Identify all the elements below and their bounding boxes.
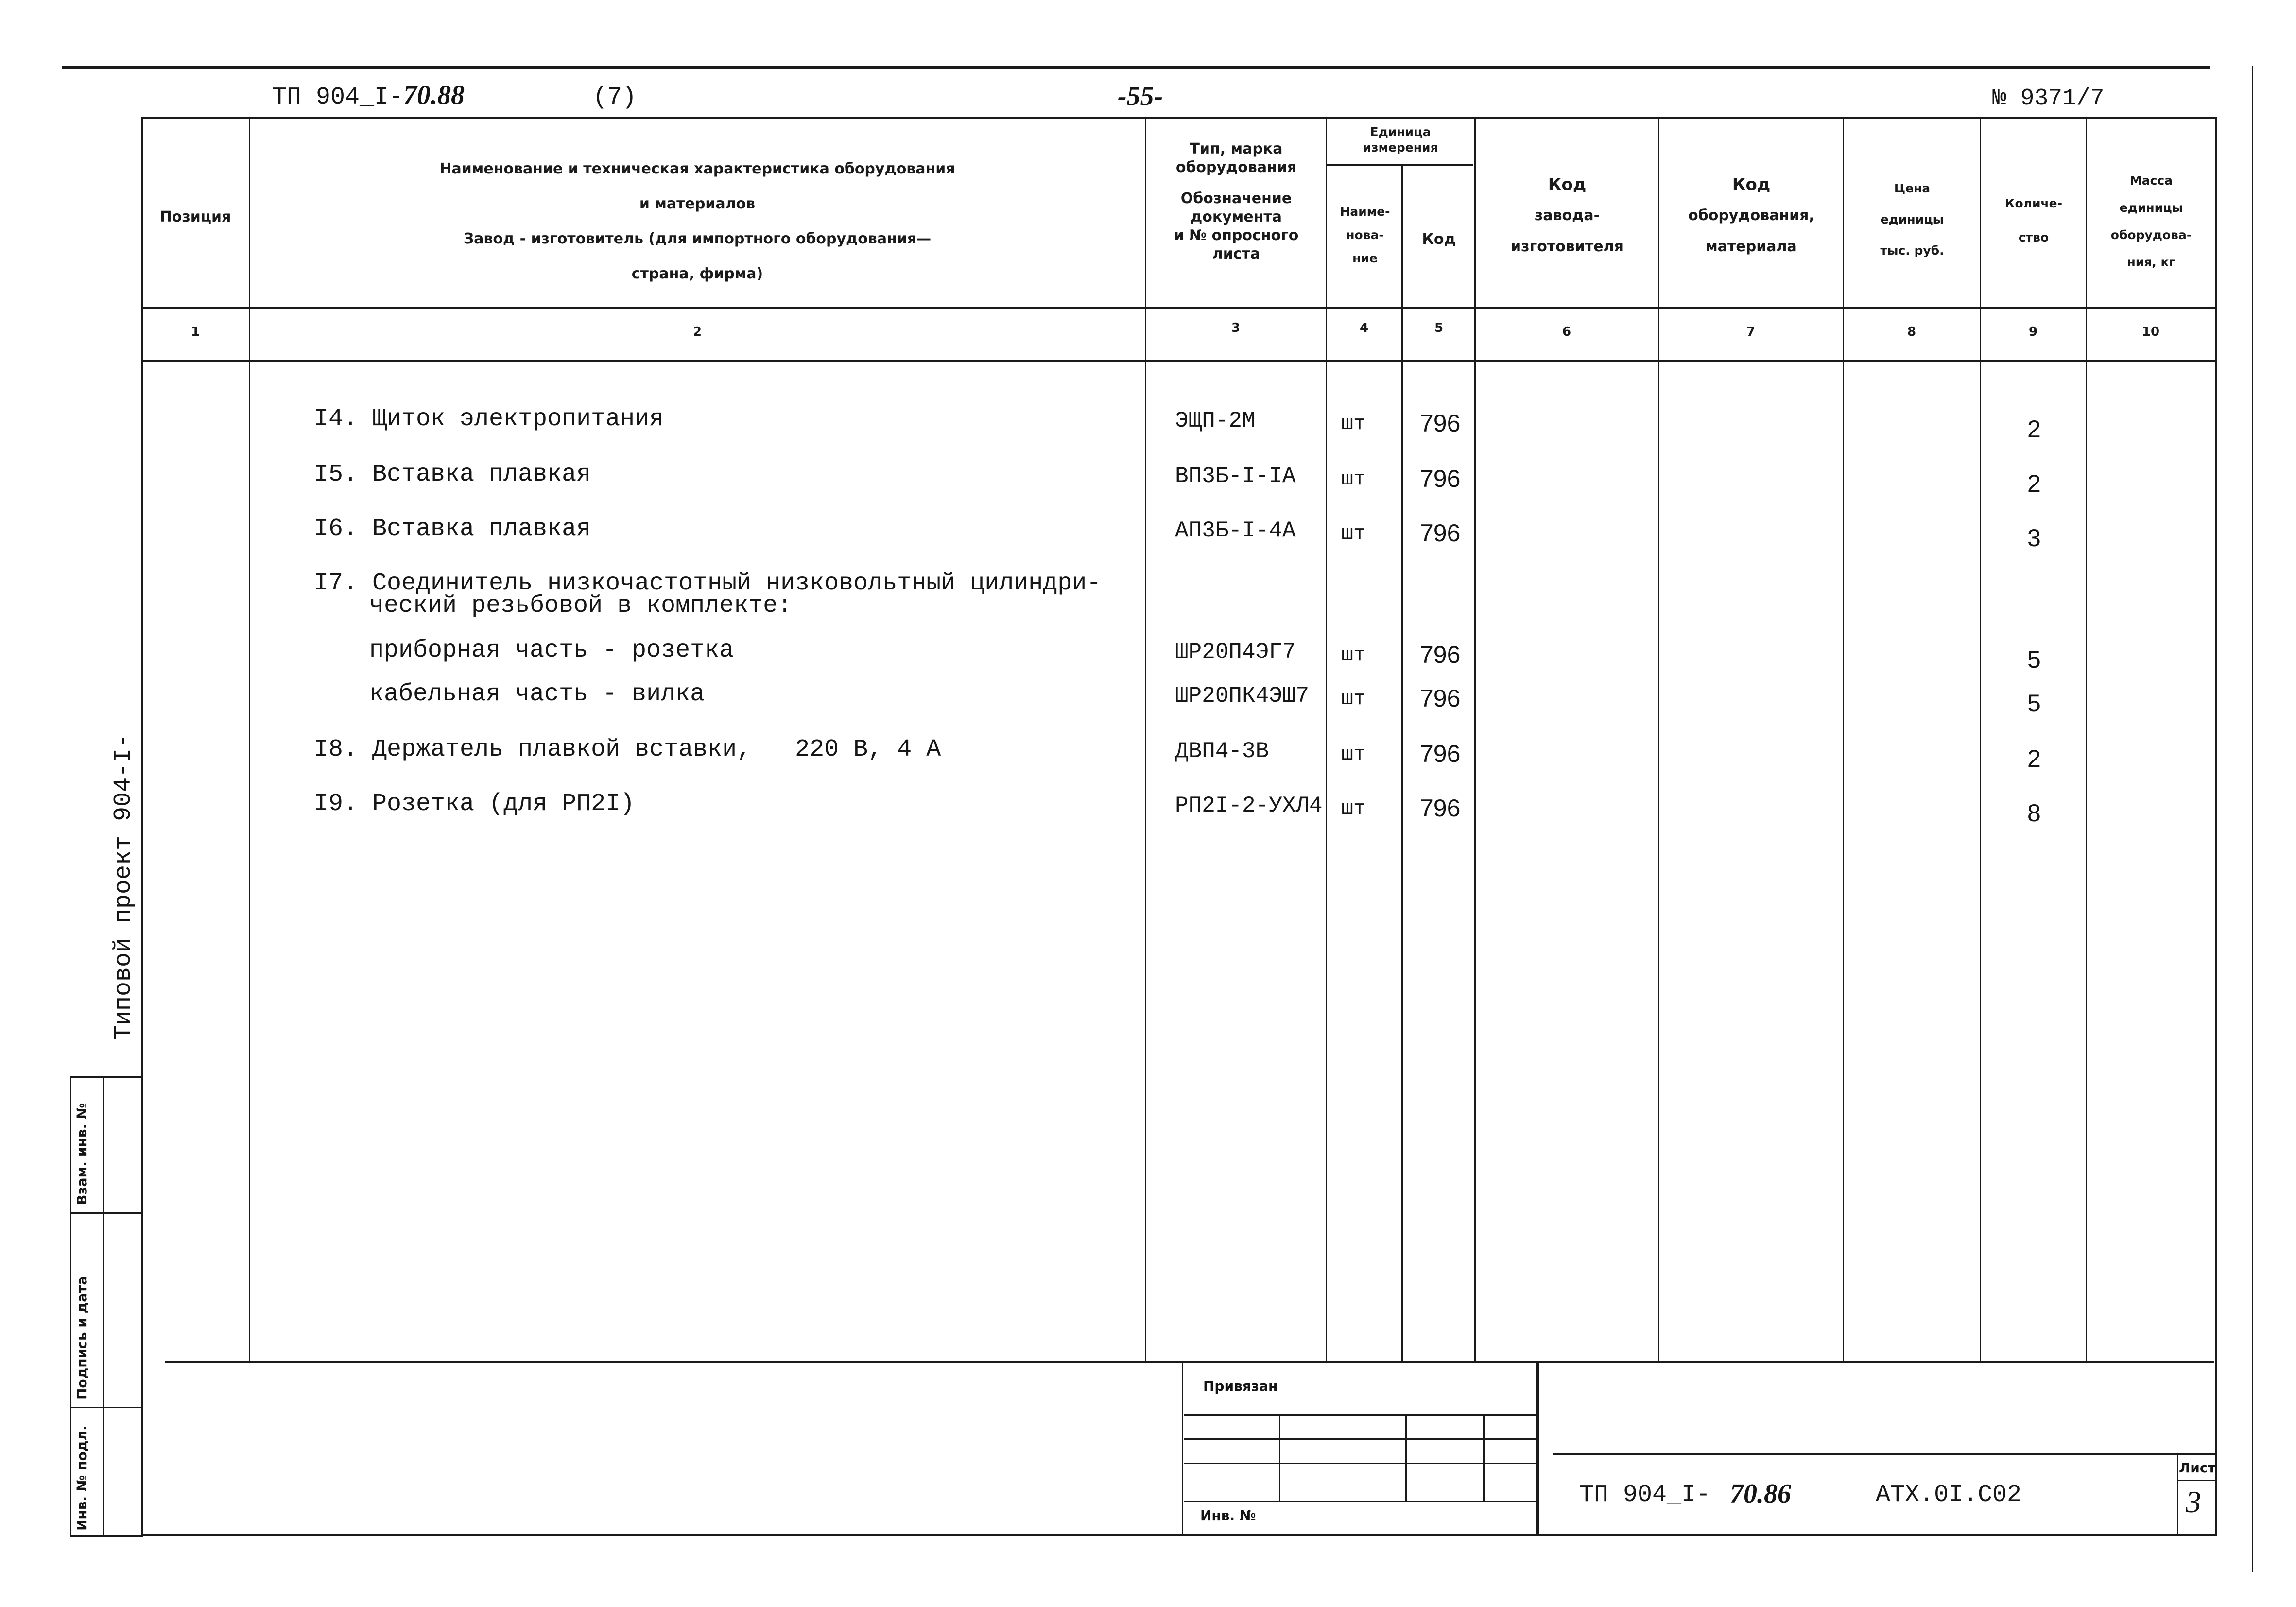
row-unit-code: 796 xyxy=(1420,740,1461,767)
header-mass-line3: оборудова- xyxy=(2110,228,2192,242)
row-unit-code: 796 xyxy=(1420,685,1461,712)
column-number-4: 4 xyxy=(1359,321,1369,335)
header-quantity-line1: Количе- xyxy=(2005,196,2062,210)
column-number-1: 1 xyxy=(190,325,200,339)
header-name-line1: Наименование и техническая характеристика оборудования xyxy=(439,160,955,177)
sheet-label: Лист xyxy=(2179,1460,2216,1476)
column-number-8: 8 xyxy=(1907,325,1916,339)
row-type: ШР20П4ЭГ7 xyxy=(1175,639,1296,665)
column-number-5: 5 xyxy=(1434,321,1444,335)
row-unit: шт xyxy=(1341,643,1366,667)
header-unit-line2: измерения xyxy=(1363,140,1438,155)
row-type: ДВП4-3В xyxy=(1175,739,1269,764)
linked-box-left xyxy=(1182,1361,1183,1534)
header-bottom-line xyxy=(141,307,2215,309)
stamp-signature-date: Подпись и дата xyxy=(74,1276,90,1400)
stamp-replacement-inv: Взам. инв. № xyxy=(74,1103,90,1205)
col-divider-2 xyxy=(1145,117,1146,1361)
header-name-line3: Завод - изготовитель (для импортного оборудования— xyxy=(463,230,932,247)
stamp-line-3 xyxy=(70,1407,143,1408)
row-quantity: 2 xyxy=(2027,470,2041,497)
header-mass xyxy=(2089,167,2214,276)
header-price xyxy=(1846,173,1979,266)
table-top-line xyxy=(141,117,2215,119)
row-unit-code: 796 xyxy=(1420,519,1461,547)
bottom-doc-code: ТП 904_I- xyxy=(1579,1481,1711,1509)
header-unit-line1: Единица xyxy=(1370,125,1431,139)
row-name: I9. Розетка (для РП2I) xyxy=(314,790,635,818)
header-factory-code xyxy=(1477,169,1657,262)
header-quantity-line2: ство xyxy=(2018,230,2049,244)
sheet-number: 3 xyxy=(2186,1485,2201,1519)
right-edge xyxy=(2252,66,2253,1572)
bottom-doc-code-handwritten: 70.86 xyxy=(1730,1479,1791,1509)
linked-box-col-2 xyxy=(1405,1414,1407,1501)
row-type: АП3Б-I-4А xyxy=(1175,518,1296,543)
row-name: I5. Вставка плавкая xyxy=(314,461,591,488)
linked-box-col-1 xyxy=(1279,1414,1280,1501)
col-divider-6 xyxy=(1658,117,1659,1361)
row-quantity: 5 xyxy=(2027,690,2041,717)
unit-group-line xyxy=(1326,164,1473,166)
header-mass-line1: Масса xyxy=(2129,173,2173,188)
linked-box-right xyxy=(1536,1361,1539,1534)
header-equipment-line2: оборудования, xyxy=(1688,207,1814,224)
header-unit-name-line1: Наиме- xyxy=(1340,205,1390,219)
top-border xyxy=(62,66,2210,69)
colnum-bottom-line xyxy=(141,360,2215,362)
column-number-6: 6 xyxy=(1562,325,1571,339)
header-factory-line2: завода- xyxy=(1534,207,1600,224)
stamp-original-inv: Инв. № подл. xyxy=(74,1425,90,1531)
header-equipment-code xyxy=(1661,169,1842,262)
header-price-line2: единицы xyxy=(1880,212,1944,226)
col-divider-1 xyxy=(249,117,250,1361)
header-type-line5: и № опросного xyxy=(1174,227,1299,244)
row-unit-code: 796 xyxy=(1420,410,1461,437)
row-unit-code: 796 xyxy=(1420,465,1461,492)
header-equipment-line3: материала xyxy=(1706,238,1797,255)
row-name: I6. Вставка плавкая xyxy=(314,515,591,543)
row-type: ШР20ПК4ЭШ7 xyxy=(1175,683,1310,708)
title-block-line xyxy=(1553,1453,2215,1455)
row-type: ВП3Б-I-IА xyxy=(1175,464,1296,489)
column-number-7: 7 xyxy=(1746,325,1756,339)
row-quantity: 2 xyxy=(2027,415,2041,443)
header-type-line6: листа xyxy=(1212,245,1260,262)
row-type: ЭЩП-2М xyxy=(1175,408,1256,433)
top-doc-code: ТП 904_I- xyxy=(272,84,404,111)
header-type-line3: Обозначение xyxy=(1180,190,1292,207)
col-divider-8 xyxy=(1980,117,1981,1361)
row-unit: шт xyxy=(1341,522,1366,545)
row-name: I8. Держатель плавкой вставки, 220 В, 4 А xyxy=(314,736,941,763)
column-number-3: 3 xyxy=(1231,321,1241,335)
sheet-box-left xyxy=(2177,1455,2178,1534)
row-quantity: 5 xyxy=(2027,646,2041,673)
header-unit-name-line2: нова- xyxy=(1346,228,1384,242)
row-name: приборная часть - розетка xyxy=(369,637,734,664)
col-divider-3 xyxy=(1326,117,1327,1361)
project-title: Типовой проект 904-I- xyxy=(110,733,138,1040)
linked-box-line-4 xyxy=(1184,1501,1536,1502)
top-doc-code-handwritten: 70.88 xyxy=(403,80,465,110)
col-divider-5 xyxy=(1474,117,1476,1361)
table-right-line xyxy=(2215,117,2217,1536)
header-unit-name-line3: ние xyxy=(1352,251,1378,265)
doc-designation: АТХ.0I.С02 xyxy=(1876,1481,2022,1509)
top-issue: (7) xyxy=(593,84,637,111)
stamp-left-line xyxy=(70,1076,71,1536)
header-factory-line1: Код xyxy=(1548,175,1587,194)
row-unit-code: 796 xyxy=(1420,795,1461,822)
row-name: кабельная часть - вилка xyxy=(369,680,705,708)
column-number-10: 10 xyxy=(2141,325,2160,339)
row-unit: шт xyxy=(1341,467,1366,491)
row-quantity: 3 xyxy=(2027,524,2041,552)
sheet-box-line xyxy=(2177,1480,2215,1481)
row-name: I7. Соединитель низкочастотный низковольтный цилиндри- xyxy=(314,570,1102,597)
row-unit: шт xyxy=(1341,687,1366,710)
row-unit: шт xyxy=(1341,797,1366,820)
stamp-line-1 xyxy=(70,1076,143,1078)
stamp-line-2 xyxy=(70,1212,143,1214)
header-mass-line4: ния, кг xyxy=(2127,255,2175,269)
row-unit-code: 796 xyxy=(1420,641,1461,668)
row-quantity: 2 xyxy=(2027,745,2041,772)
col-divider-4 xyxy=(1401,165,1403,1361)
header-unit-code: Код xyxy=(1422,231,1456,248)
header-price-line1: Цена xyxy=(1894,181,1931,195)
row-type: РП2I-2-УХЛ4 xyxy=(1175,793,1323,818)
bottom-block-top-line xyxy=(165,1361,2214,1363)
row-unit: шт xyxy=(1341,743,1366,766)
row-name: ческий резьбовой в комплекте: xyxy=(369,592,793,620)
page-number: -55- xyxy=(1118,81,1163,111)
inv-label: Инв. № xyxy=(1200,1507,1256,1523)
row-quantity: 8 xyxy=(2027,799,2041,827)
stamp-mid-line xyxy=(103,1076,104,1536)
col-divider-7 xyxy=(1843,117,1844,1361)
header-unit-name xyxy=(1329,200,1401,270)
linked-box-col-3 xyxy=(1483,1414,1485,1501)
header-name-line2: и материалов xyxy=(639,195,756,212)
col-divider-9 xyxy=(2086,117,2087,1361)
header-position: Позиция xyxy=(159,208,231,225)
archive-number: № 9371/7 xyxy=(1992,86,2105,112)
bottom-border xyxy=(141,1534,2215,1536)
header-type xyxy=(1148,140,1325,263)
row-name: I4. Щиток электропитания xyxy=(314,405,664,433)
row-unit: шт xyxy=(1341,412,1366,435)
column-number-2: 2 xyxy=(692,325,702,339)
header-quantity xyxy=(1983,187,2085,255)
header-price-line3: тыс. руб. xyxy=(1880,243,1944,258)
header-type-line4: документа xyxy=(1191,208,1282,225)
column-number-9: 9 xyxy=(2028,325,2038,339)
header-factory-line3: изготовителя xyxy=(1511,238,1623,255)
header-equipment-line1: Код xyxy=(1732,175,1771,194)
header-type-line2: оборудования xyxy=(1175,159,1297,176)
header-name-line4: страна, фирма) xyxy=(631,265,763,282)
header-type-line1: Тип, марка xyxy=(1190,140,1283,157)
header-unit-group xyxy=(1329,124,1472,156)
header-name xyxy=(253,152,1142,292)
stamp-line-4 xyxy=(70,1535,143,1537)
header-mass-line2: единицы xyxy=(2119,201,2183,215)
linked-label: Привязан xyxy=(1203,1378,1278,1394)
